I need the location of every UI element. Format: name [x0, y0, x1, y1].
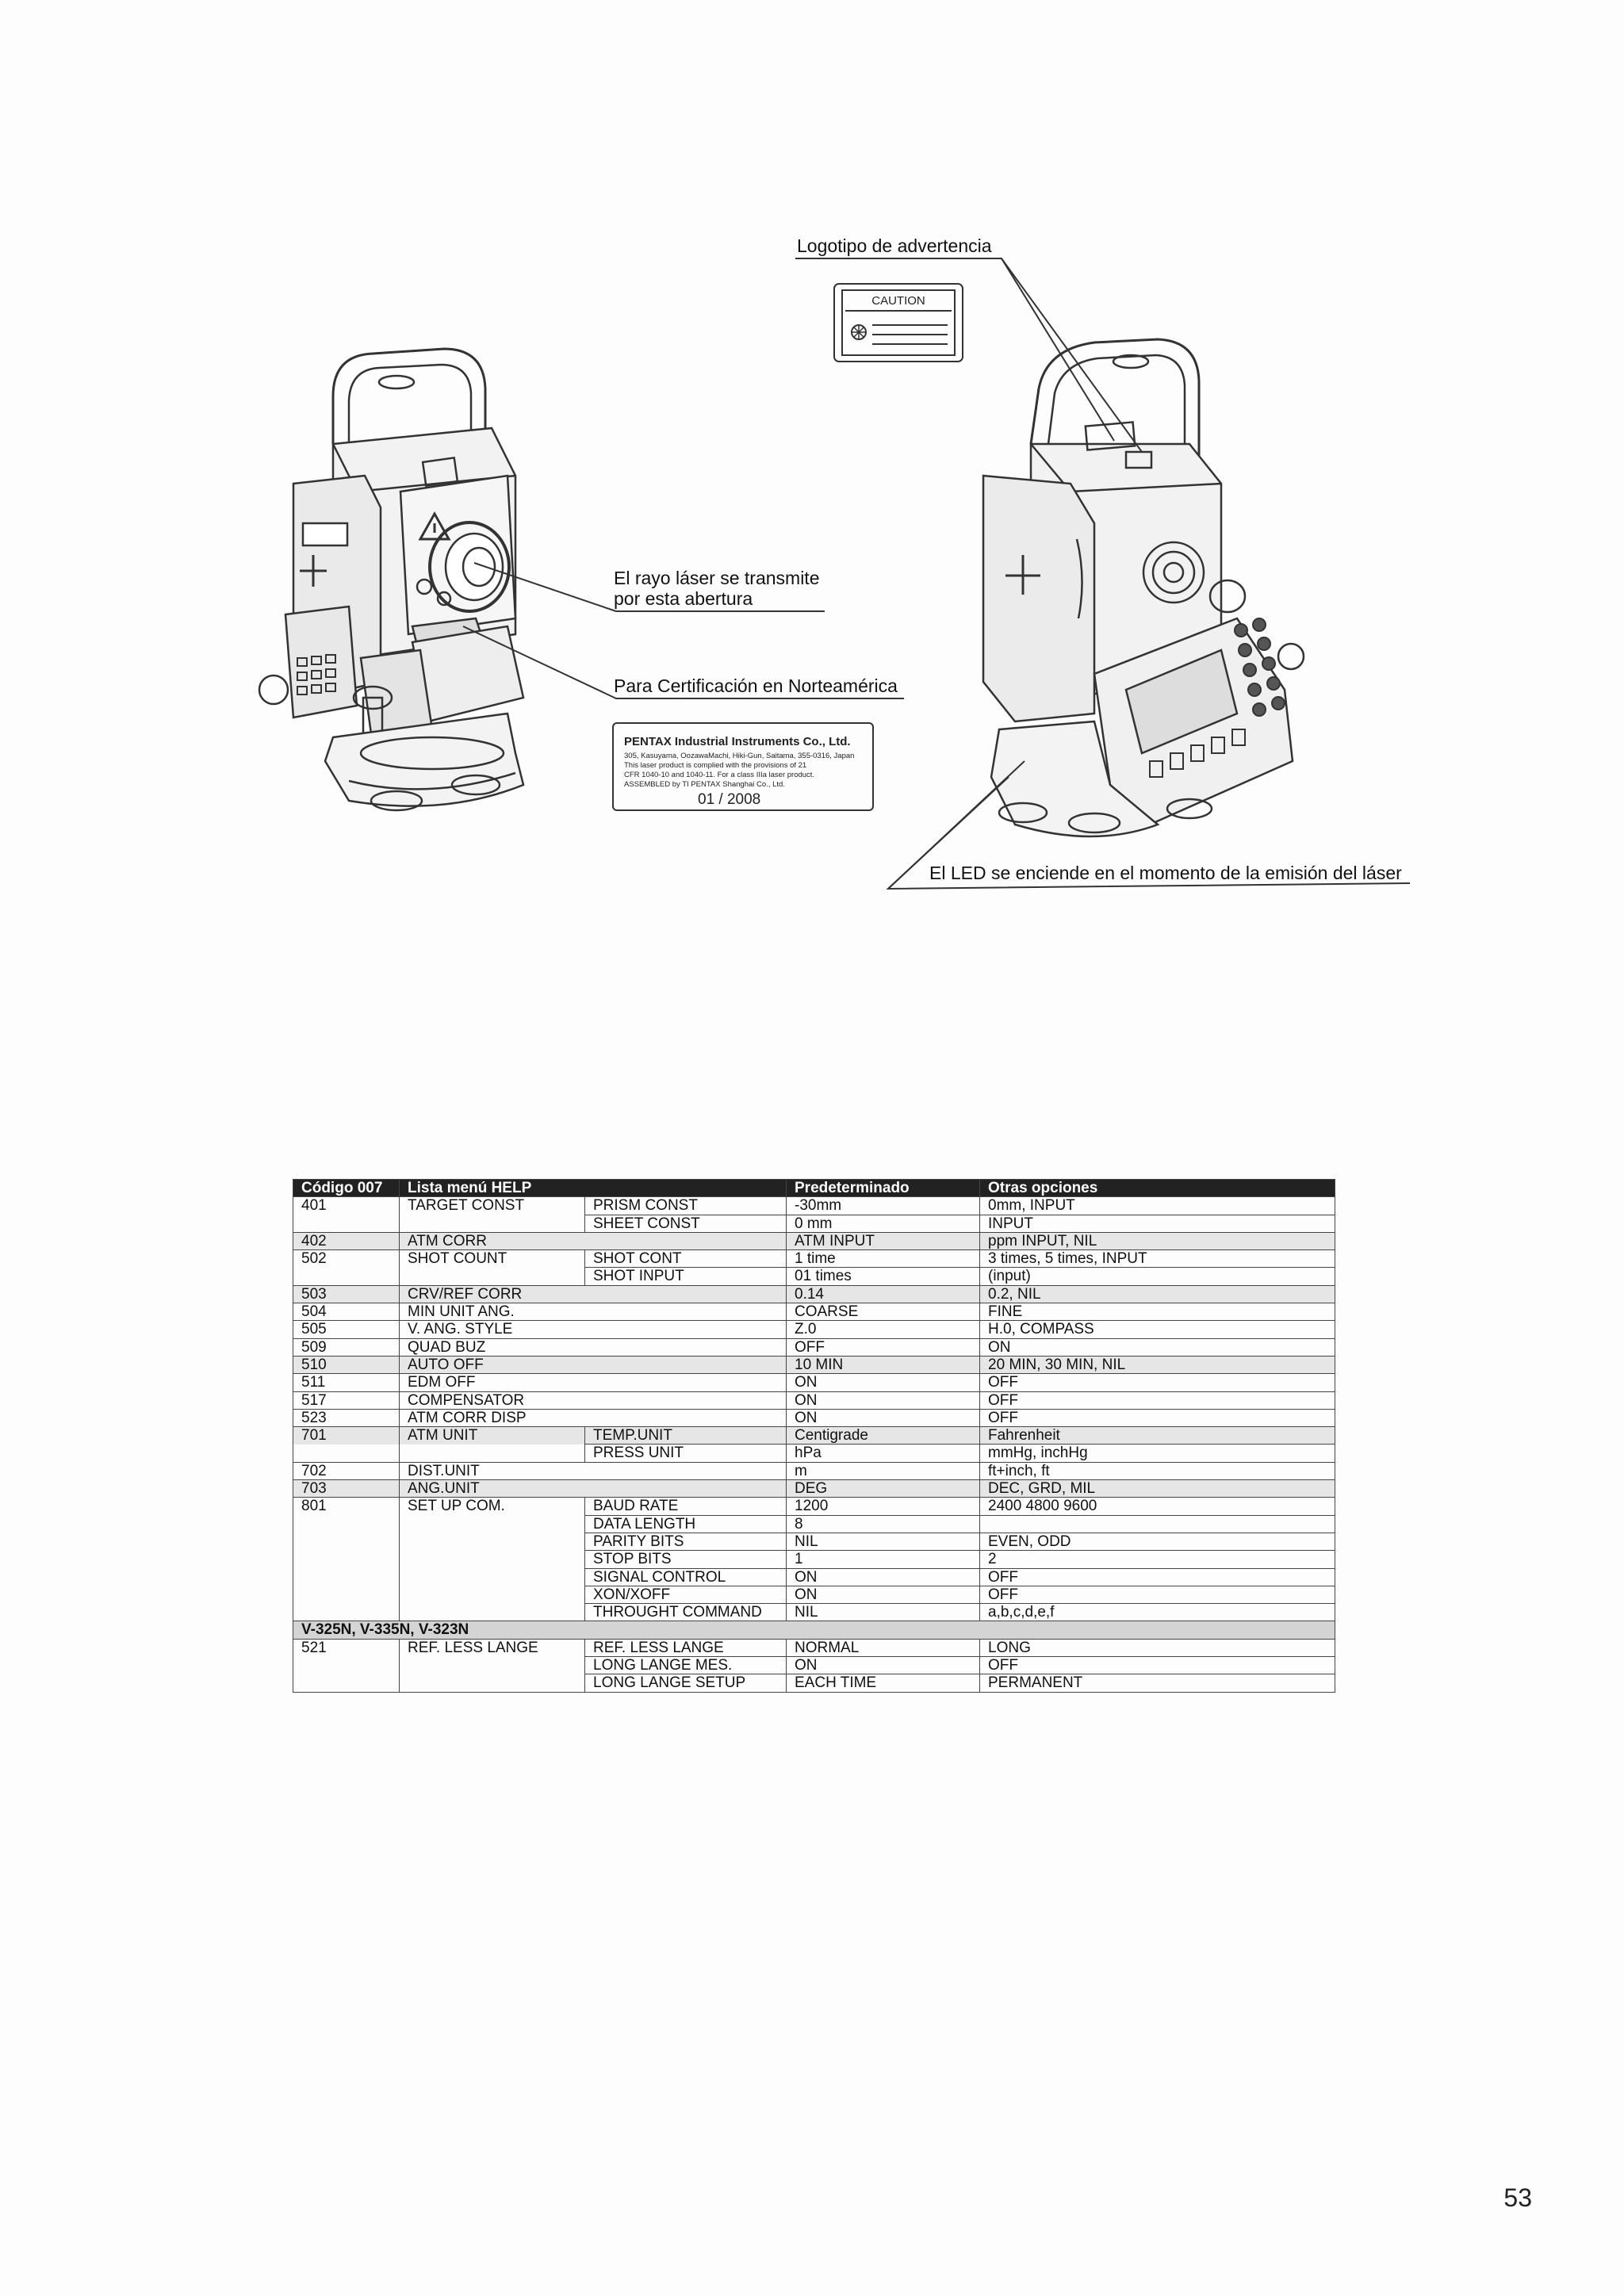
cell-default: 1200 — [787, 1498, 980, 1515]
cell-options: FINE — [980, 1303, 1335, 1321]
table-row — [293, 1338, 1335, 1356]
callout-warning-logo: Logotipo de advertencia — [797, 235, 992, 256]
cell-default: ON — [787, 1657, 980, 1674]
table-row — [293, 1409, 1335, 1426]
cell-menu: DIST.UNIT — [400, 1462, 585, 1479]
cell-options: LONG — [980, 1639, 1335, 1656]
cell-default: -30mm — [787, 1197, 980, 1215]
cell-code: 502 — [293, 1250, 400, 1268]
table-row — [293, 1285, 1335, 1303]
cell-submenu — [585, 1285, 787, 1303]
cell-default: NORMAL — [787, 1639, 980, 1656]
cell-code — [293, 1551, 400, 1568]
cell-menu: MIN UNIT ANG. — [400, 1303, 585, 1321]
cell-menu — [400, 1657, 585, 1674]
cell-code — [293, 1657, 400, 1674]
cell-submenu: LONG LANGE MES. — [585, 1657, 787, 1674]
cell-options: 2 — [980, 1551, 1335, 1568]
cell-options: mmHg, inchHg — [980, 1445, 1335, 1462]
cell-menu — [400, 1515, 585, 1533]
table-row — [293, 1215, 1335, 1232]
cert-label-text — [624, 735, 854, 808]
cell-default: ON — [787, 1586, 980, 1603]
cell-options: OFF — [980, 1586, 1335, 1603]
cell-options — [980, 1515, 1335, 1533]
cell-code: 511 — [293, 1374, 400, 1391]
cell-submenu: PRISM CONST — [585, 1197, 787, 1215]
cell-menu — [400, 1533, 585, 1550]
cell-submenu: PARITY BITS — [585, 1533, 787, 1550]
cell-menu: V. ANG. STYLE — [400, 1321, 585, 1338]
table-row — [293, 1604, 1335, 1621]
cell-menu — [400, 1674, 585, 1692]
callout-laser-aperture-line1: El rayo láser se transmite — [614, 568, 820, 588]
table-body — [293, 1197, 1335, 1692]
cell-default: 8 — [787, 1515, 980, 1533]
cell-code: 801 — [293, 1498, 400, 1515]
cell-submenu: XON/XOFF — [585, 1586, 787, 1603]
cell-menu — [400, 1586, 585, 1603]
cell-options: INPUT — [980, 1215, 1335, 1232]
cell-submenu: DATA LENGTH — [585, 1515, 787, 1533]
cell-code: 509 — [293, 1338, 400, 1356]
cell-submenu: TEMP.UNIT — [585, 1427, 787, 1445]
cell-options: DEC, GRD, MIL — [980, 1480, 1335, 1498]
header-default: Predeterminado — [787, 1180, 980, 1197]
cell-default: 1 — [787, 1551, 980, 1568]
table-header-row — [293, 1180, 1335, 1197]
caution-label-text: CAUTION — [871, 294, 925, 308]
cell-default: Centigrade — [787, 1427, 980, 1445]
table-row — [293, 1480, 1335, 1498]
cell-options: PERMANENT — [980, 1674, 1335, 1692]
cell-submenu — [585, 1374, 787, 1391]
table-section-row — [293, 1621, 1335, 1639]
table-row — [293, 1657, 1335, 1674]
table-row — [293, 1533, 1335, 1550]
leader-lines — [463, 258, 1410, 889]
left-instrument-drawing — [259, 349, 523, 810]
header-code: Código 007 — [293, 1180, 400, 1197]
cell-code — [293, 1674, 400, 1692]
table-row — [293, 1250, 1335, 1268]
cell-code: 510 — [293, 1356, 400, 1373]
cell-options: OFF — [980, 1657, 1335, 1674]
table-row — [293, 1321, 1335, 1338]
cell-submenu: STOP BITS — [585, 1551, 787, 1568]
table-row — [293, 1445, 1335, 1462]
cell-code — [293, 1533, 400, 1550]
cell-submenu: SHEET CONST — [585, 1215, 787, 1232]
callout-laser-aperture — [614, 568, 819, 609]
cell-options: (input) — [980, 1268, 1335, 1285]
cell-code — [293, 1604, 400, 1621]
cell-code — [293, 1586, 400, 1603]
cell-default: 0 mm — [787, 1215, 980, 1232]
instrument-figure — [0, 0, 1624, 951]
cell-menu — [400, 1268, 585, 1285]
cell-code — [293, 1568, 400, 1586]
cell-default: ATM INPUT — [787, 1232, 980, 1249]
table-row — [293, 1197, 1335, 1215]
section-title: V-325N, V-335N, V-323N — [293, 1621, 1335, 1639]
cell-menu: CRV/REF CORR — [400, 1285, 585, 1303]
cell-menu — [400, 1445, 585, 1462]
cell-options: ppm INPUT, NIL — [980, 1232, 1335, 1249]
cell-submenu: BAUD RATE — [585, 1498, 787, 1515]
table-row — [293, 1427, 1335, 1445]
cell-code: 523 — [293, 1409, 400, 1426]
cell-submenu — [585, 1303, 787, 1321]
cert-line4: ASSEMBLED by TI PENTAX Shanghai Co., Ltd. — [624, 780, 785, 789]
cell-code: 401 — [293, 1197, 400, 1215]
cell-menu: EDM OFF — [400, 1374, 585, 1391]
cell-menu: TARGET CONST — [400, 1197, 585, 1215]
table-row — [293, 1568, 1335, 1586]
cell-code: 701 — [293, 1427, 400, 1445]
cert-line2: This laser product is complied with the provisions of 21 — [624, 761, 807, 770]
cell-menu — [400, 1568, 585, 1586]
cell-menu: AUTO OFF — [400, 1356, 585, 1373]
cell-code: 702 — [293, 1462, 400, 1479]
cell-submenu — [585, 1338, 787, 1356]
cell-code: 505 — [293, 1321, 400, 1338]
callout-north-america: Para Certificación en Norteamérica — [614, 675, 898, 696]
table-row — [293, 1515, 1335, 1533]
cell-submenu — [585, 1409, 787, 1426]
cell-default: DEG — [787, 1480, 980, 1498]
cell-submenu: THROUGHT COMMAND — [585, 1604, 787, 1621]
table-row — [293, 1374, 1335, 1391]
cell-submenu: SIGNAL CONTROL — [585, 1568, 787, 1586]
cell-default: NIL — [787, 1533, 980, 1550]
cell-options: OFF — [980, 1568, 1335, 1586]
header-help-menu: Lista menú HELP — [400, 1180, 585, 1197]
cell-options: ON — [980, 1338, 1335, 1356]
cell-code — [293, 1215, 400, 1232]
cell-submenu: SHOT INPUT — [585, 1268, 787, 1285]
table-row — [293, 1232, 1335, 1249]
table-row — [293, 1268, 1335, 1285]
cell-options: 0mm, INPUT — [980, 1197, 1335, 1215]
cell-options: 0.2, NIL — [980, 1285, 1335, 1303]
cell-options: OFF — [980, 1409, 1335, 1426]
table-row — [293, 1462, 1335, 1479]
callout-laser-aperture-line2: por esta abertura — [614, 588, 753, 609]
cell-submenu — [585, 1462, 787, 1479]
cell-code — [293, 1268, 400, 1285]
table-row — [293, 1498, 1335, 1515]
help-menu-table — [293, 1179, 1335, 1693]
cell-submenu: REF. LESS LANGE — [585, 1639, 787, 1656]
cell-default: EACH TIME — [787, 1674, 980, 1692]
cell-menu: QUAD BUZ — [400, 1338, 585, 1356]
cell-submenu — [585, 1321, 787, 1338]
cell-menu: ANG.UNIT — [400, 1480, 585, 1498]
callout-led: El LED se enciende en el momento de la emisión del láser — [929, 863, 1402, 883]
cell-default: NIL — [787, 1604, 980, 1621]
cell-code: 521 — [293, 1639, 400, 1656]
cell-default: ON — [787, 1568, 980, 1586]
cell-default: ON — [787, 1409, 980, 1426]
cell-options: 3 times, 5 times, INPUT — [980, 1250, 1335, 1268]
table-row — [293, 1551, 1335, 1568]
table-row — [293, 1586, 1335, 1603]
cell-default: COARSE — [787, 1303, 980, 1321]
cell-menu: REF. LESS LANGE — [400, 1639, 585, 1656]
cell-menu: ATM CORR — [400, 1232, 585, 1249]
cell-code: 402 — [293, 1232, 400, 1249]
table-row — [293, 1303, 1335, 1321]
cell-options: OFF — [980, 1374, 1335, 1391]
right-instrument-drawing — [983, 339, 1304, 836]
cert-line1: 305, Kasuyama, OozawaMachi, Hiki-Gun, Saitama, 355-0316, Japan — [624, 752, 855, 760]
header-blank — [585, 1180, 787, 1197]
cell-submenu — [585, 1480, 787, 1498]
cell-menu: ATM UNIT — [400, 1427, 585, 1445]
header-options: Otras opciones — [980, 1180, 1335, 1197]
cell-submenu: SHOT CONT — [585, 1250, 787, 1268]
table-row — [293, 1674, 1335, 1692]
cell-default: Z.0 — [787, 1321, 980, 1338]
cell-default: 01 times — [787, 1268, 980, 1285]
cell-menu — [400, 1604, 585, 1621]
cell-options: ft+inch, ft — [980, 1462, 1335, 1479]
cell-code: 517 — [293, 1391, 400, 1409]
cell-submenu: LONG LANGE SETUP — [585, 1674, 787, 1692]
cell-menu: COMPENSATOR — [400, 1391, 585, 1409]
cell-menu: ATM CORR DISP — [400, 1409, 585, 1426]
cert-line3: CFR 1040-10 and 1040-11. For a class IIIa laser product. — [624, 771, 815, 779]
cell-options: 2400 4800 9600 — [980, 1498, 1335, 1515]
cell-menu: SET UP COM. — [400, 1498, 585, 1515]
cell-submenu — [585, 1391, 787, 1409]
cell-default: 10 MIN — [787, 1356, 980, 1373]
cell-options: a,b,c,d,e,f — [980, 1604, 1335, 1621]
cell-options: 20 MIN, 30 MIN, NIL — [980, 1356, 1335, 1373]
cell-default: m — [787, 1462, 980, 1479]
cell-code: 503 — [293, 1285, 400, 1303]
cell-submenu — [585, 1356, 787, 1373]
cell-submenu: PRESS UNIT — [585, 1445, 787, 1462]
cell-default: ON — [787, 1374, 980, 1391]
cell-menu — [400, 1551, 585, 1568]
cell-options: OFF — [980, 1391, 1335, 1409]
cell-options: H.0, COMPASS — [980, 1321, 1335, 1338]
cell-menu — [400, 1215, 585, 1232]
cell-default: ON — [787, 1391, 980, 1409]
cell-options: Fahrenheit — [980, 1427, 1335, 1445]
cell-default: 0.14 — [787, 1285, 980, 1303]
table-row — [293, 1356, 1335, 1373]
cell-menu: SHOT COUNT — [400, 1250, 585, 1268]
cert-date: 01 / 2008 — [698, 791, 761, 808]
cell-code: 504 — [293, 1303, 400, 1321]
cell-code: 703 — [293, 1480, 400, 1498]
cell-code — [293, 1515, 400, 1533]
cell-default: OFF — [787, 1338, 980, 1356]
cell-submenu — [585, 1232, 787, 1249]
table-row — [293, 1639, 1335, 1656]
cell-code — [293, 1445, 400, 1462]
cell-default: hPa — [787, 1445, 980, 1462]
cell-default: 1 time — [787, 1250, 980, 1268]
cell-options: EVEN, ODD — [980, 1533, 1335, 1550]
cert-company: PENTAX Industrial Instruments Co., Ltd. — [624, 735, 851, 748]
page-number: 53 — [1503, 2183, 1532, 2212]
table-row — [293, 1391, 1335, 1409]
